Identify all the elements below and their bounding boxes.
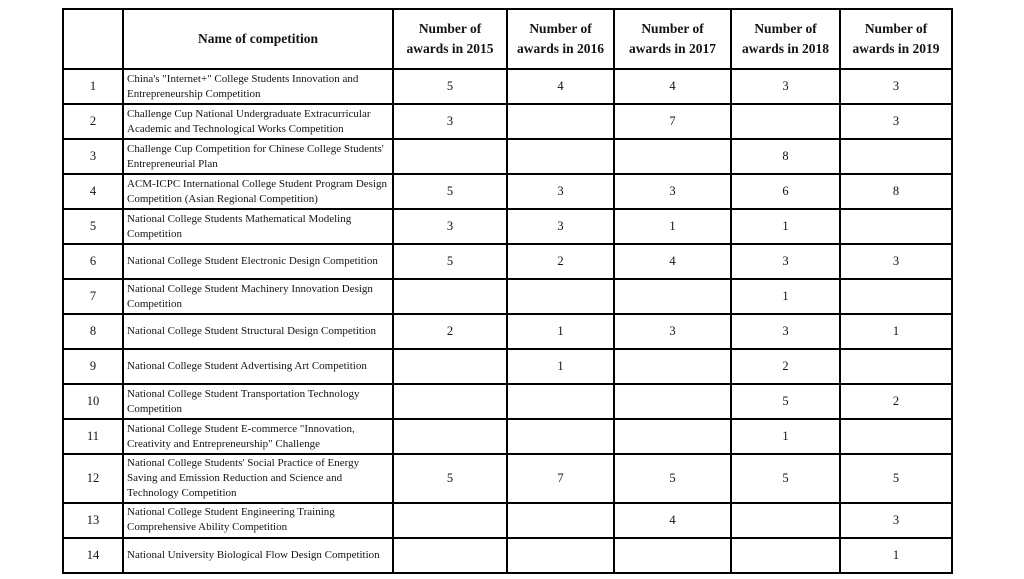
awards-count-cell: 1 [840,314,952,349]
competition-name-cell: National College Student Transportation Technology Competition [123,384,393,419]
awards-count-cell: 3 [393,104,507,139]
table-row [63,209,952,244]
awards-count-cell: 1 [507,349,614,384]
row-index-cell: 3 [63,139,123,174]
competition-name-cell: National College Student Electronic Design Competition [123,244,393,279]
competition-name-cell: National College Student Engineering Training Comprehensive Ability Competition [123,503,393,538]
awards-count-cell [507,419,614,454]
awards-count-cell: 5 [393,69,507,104]
awards-count-cell: 1 [731,209,840,244]
row-index-cell: 13 [63,503,123,538]
table-row [63,349,952,384]
awards-count-cell: 1 [614,209,731,244]
awards-count-cell: 4 [614,503,731,538]
competition-name-cell: Challenge Cup National Undergraduate Extracurricular Academic and Technological Works Competition [123,104,393,139]
table-row [63,314,952,349]
row-index-cell: 7 [63,279,123,314]
awards-count-cell: 3 [507,209,614,244]
awards-count-cell [840,139,952,174]
awards-count-cell: 3 [840,69,952,104]
awards-count-cell [614,538,731,573]
awards-count-cell [840,279,952,314]
awards-count-cell: 7 [614,104,731,139]
table-row [63,384,952,419]
awards-count-cell: 7 [507,454,614,503]
awards-count-cell: 5 [840,454,952,503]
table-row [63,279,952,314]
awards-count-cell: 3 [840,503,952,538]
awards-count-cell [840,209,952,244]
table-header [63,9,952,69]
competition-name-cell: National College Student E-commerce "Innovation, Creativity and Entrepreneurship" Challenge [123,419,393,454]
table-row [63,174,952,209]
table-row [63,538,952,573]
row-index-cell: 1 [63,69,123,104]
awards-count-cell [731,503,840,538]
competition-name-cell: National College Student Advertising Art Competition [123,349,393,384]
row-index-cell: 11 [63,419,123,454]
awards-2018-header: Number of awards in 2018 [731,9,840,69]
awards-count-cell: 4 [614,69,731,104]
awards-2016-header: Number of awards in 2016 [507,9,614,69]
competition-name-cell: National College Student Structural Design Competition [123,314,393,349]
awards-count-cell: 8 [840,174,952,209]
awards-count-cell [507,104,614,139]
table-row [63,244,952,279]
awards-count-cell: 3 [507,174,614,209]
awards-count-cell: 1 [731,419,840,454]
row-index-cell: 14 [63,538,123,573]
table-row [63,454,952,503]
row-index-cell: 8 [63,314,123,349]
awards-count-cell: 2 [393,314,507,349]
table-row [63,104,952,139]
awards-count-cell: 5 [393,174,507,209]
awards-count-cell [614,419,731,454]
header-row [63,9,952,69]
awards-2019-header: Number of awards in 2019 [840,9,952,69]
awards-count-cell: 2 [731,349,840,384]
awards-count-cell [393,349,507,384]
awards-count-cell [507,503,614,538]
competition-name-cell: National College Student Machinery Innovation Design Competition [123,279,393,314]
name-column-header: Name of competition [123,9,393,69]
row-index-cell: 12 [63,454,123,503]
awards-count-cell: 5 [731,454,840,503]
awards-count-cell: 3 [731,69,840,104]
awards-count-cell: 3 [731,244,840,279]
awards-2015-header: Number of awards in 2015 [393,9,507,69]
awards-2017-header: Number of awards in 2017 [614,9,731,69]
table-row [63,503,952,538]
table-row [63,69,952,104]
awards-count-cell [393,139,507,174]
competition-name-cell: National University Biological Flow Design Competition [123,538,393,573]
awards-count-cell: 8 [731,139,840,174]
row-index-cell: 9 [63,349,123,384]
row-index-cell: 6 [63,244,123,279]
awards-count-cell: 3 [731,314,840,349]
awards-count-cell [507,139,614,174]
awards-count-cell: 4 [507,69,614,104]
awards-count-cell: 3 [840,104,952,139]
table-body [63,69,952,573]
competition-name-cell: National College Students Mathematical Modeling Competition [123,209,393,244]
awards-count-cell: 2 [507,244,614,279]
awards-count-cell [614,384,731,419]
awards-count-cell: 5 [614,454,731,503]
awards-count-cell [840,419,952,454]
awards-count-cell: 5 [393,244,507,279]
awards-count-cell: 3 [840,244,952,279]
awards-count-cell [393,384,507,419]
awards-count-cell [731,104,840,139]
awards-count-cell: 3 [614,174,731,209]
awards-count-cell: 5 [731,384,840,419]
awards-count-cell [507,279,614,314]
awards-count-cell: 2 [840,384,952,419]
awards-count-cell: 1 [507,314,614,349]
awards-count-cell [731,538,840,573]
awards-count-cell: 1 [840,538,952,573]
awards-count-cell [393,503,507,538]
awards-count-cell [507,538,614,573]
competition-name-cell: ACM-ICPC International College Student Program Design Competition (Asian Regional Competition) [123,174,393,209]
awards-count-cell [393,279,507,314]
awards-count-cell [393,538,507,573]
competition-name-cell: National College Students' Social Practice of Energy Saving and Emission Reduction and Science and Technology Competition [123,454,393,503]
awards-count-cell: 4 [614,244,731,279]
competition-name-cell: Challenge Cup Competition for Chinese College Students' Entrepreneurial Plan [123,139,393,174]
awards-count-cell [393,419,507,454]
awards-count-cell: 3 [614,314,731,349]
row-index-cell: 4 [63,174,123,209]
row-index-cell: 2 [63,104,123,139]
table-row [63,139,952,174]
awards-count-cell [614,279,731,314]
awards-table [62,8,953,574]
row-index-cell: 10 [63,384,123,419]
corner-header-cell [63,9,123,69]
awards-count-cell [840,349,952,384]
awards-count-cell [614,139,731,174]
table-row [63,419,952,454]
row-index-cell: 5 [63,209,123,244]
awards-count-cell: 5 [393,454,507,503]
awards-count-cell: 6 [731,174,840,209]
competition-name-cell: China's "Internet+" College Students Innovation and Entrepreneurship Competition [123,69,393,104]
awards-count-cell [507,384,614,419]
awards-count-cell: 1 [731,279,840,314]
awards-count-cell: 3 [393,209,507,244]
awards-count-cell [614,349,731,384]
